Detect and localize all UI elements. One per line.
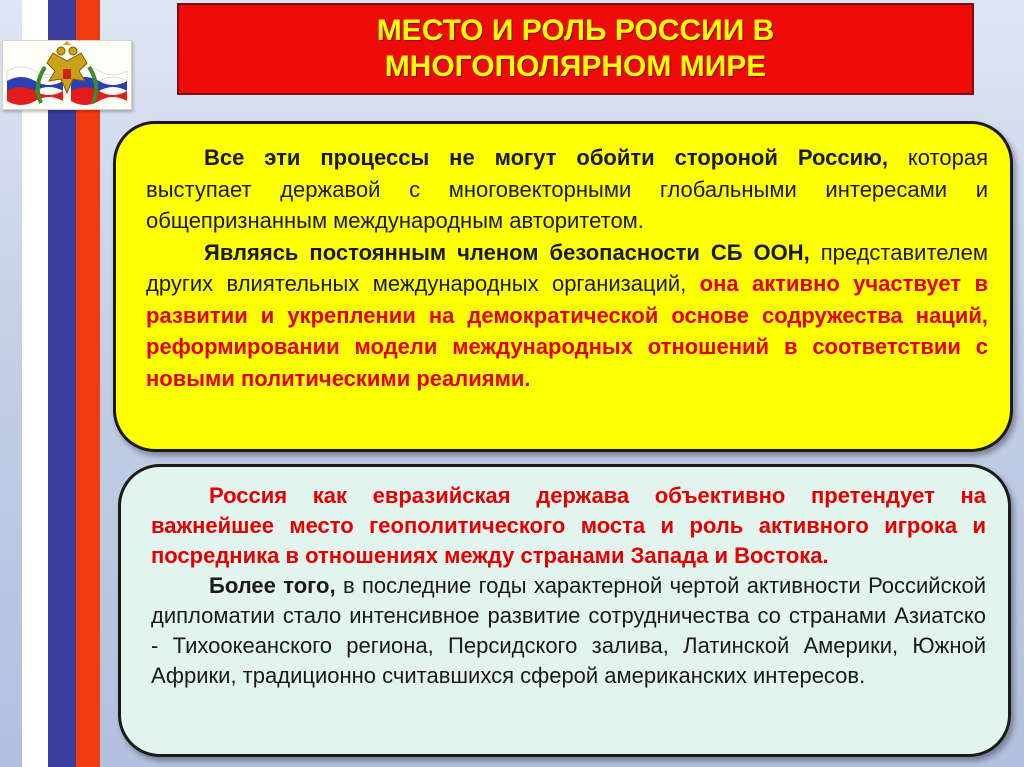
- paragraph-body: которая выступает державой с многовекторными глобальными интересами и общепризнанным международным авторитетом.: [146, 145, 988, 233]
- flag-stripe-white: [22, 0, 48, 767]
- paragraph-un-security: [146, 237, 988, 395]
- paragraph-processes: [146, 142, 988, 237]
- paragraph-eurasian: [151, 481, 986, 571]
- page-title-line-2: МНОГОПОЛЯРНОМ МИРЕ: [384, 50, 767, 83]
- yellow-text-panel: [113, 121, 1013, 452]
- paragraph-highlight-red: она активно участвует в развитии и укреплении на демократической основе содружества наций, реформировании модели международных отношений в соответствии с новыми политическими реалиями.: [146, 271, 989, 391]
- paragraph-lead-bold: Все эти процессы не могут обойти стороной Россию,: [204, 145, 888, 170]
- paragraph-body: в последние годы характерной чертой активности Российской дипломатии стало интенсивное развитие сотрудничества со странами Азиатско - Тихоокеанского региона, Персидского залива, Латинской Америки, Южной Африки, традиционно считавшихся сферой американских интересов.: [151, 573, 986, 688]
- paragraph-diplomacy: [151, 571, 986, 691]
- paragraph-lead-bold: Являясь постоянным членом безопасности СБ ООН,: [204, 239, 810, 265]
- double-headed-eagle-emblem-icon: [3, 41, 131, 109]
- paragraph-body: представителем других влиятельных международных организаций,: [146, 239, 988, 296]
- title-banner: [177, 3, 974, 95]
- paragraph-lead-bold: Более того,: [209, 573, 336, 598]
- page-title-line-1: МЕСТО И РОЛЬ РОССИИ В: [376, 14, 775, 47]
- mint-text-panel: [118, 464, 1011, 757]
- paragraph-highlight-red: Россия как евразийская держава объективно претендует на важнейшее место геополитического моста и роль активного игрока и посредника в отношениях между странами Запада и Востока.: [151, 483, 986, 568]
- flag-stripe-blue: [48, 0, 76, 767]
- emblem-image: [2, 40, 132, 110]
- flag-stripe-red: [76, 0, 100, 767]
